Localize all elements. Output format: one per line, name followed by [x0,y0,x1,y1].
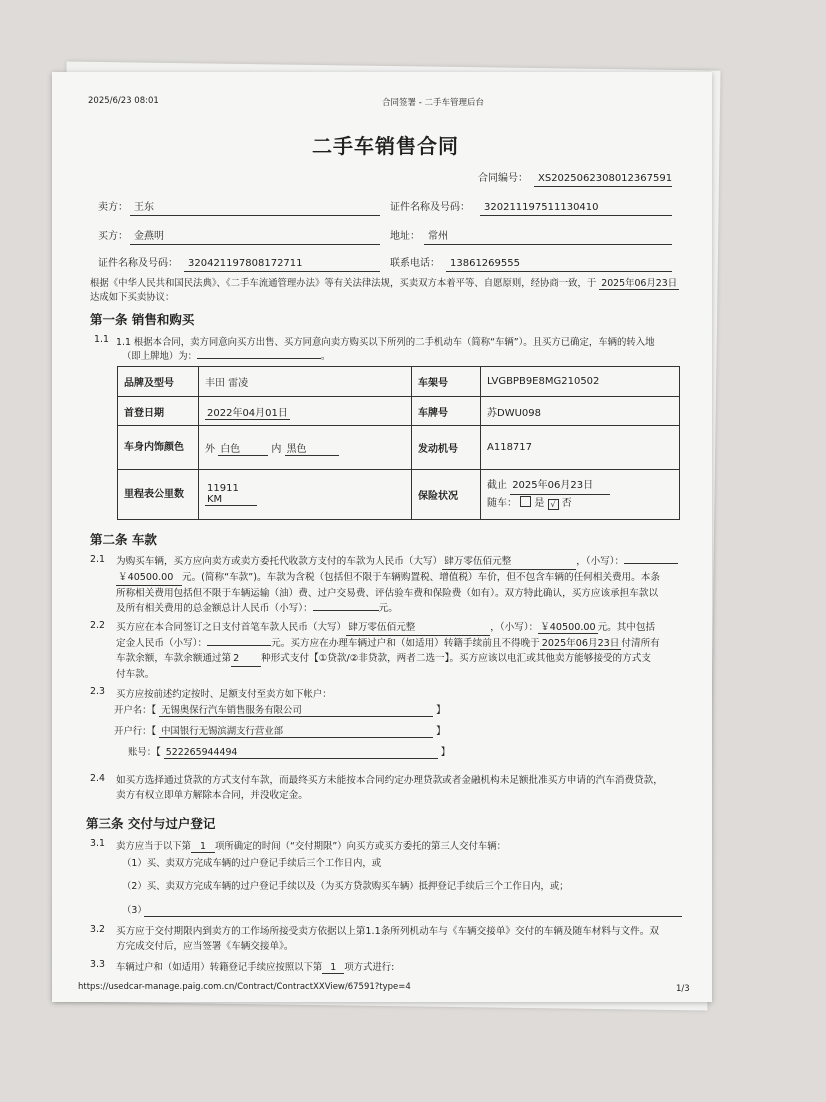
print-site-title: 合同签署 - 二手车管理后台 [382,98,484,108]
plate-label: 车牌号 [412,397,481,426]
clause-1-1b-text: （即上牌地）为： [122,351,198,362]
article1-title: 第一条 销售和购买 [90,312,195,327]
color-label: 车身内饰颜色 [118,426,199,470]
mileage-label: 里程表公里数 [118,470,199,520]
option-1: （1）买、卖双方完成车辆的过户登记手续后三个工作日内，或 [122,858,382,869]
contract-page [52,72,712,1002]
c21-amount-cn: 肆万零伍佰元整 [442,554,576,570]
c22a: 买方应在本合同签订之日支付首笔车款人民币（大写） [116,622,347,633]
mileage-value: 11911 KM [205,483,257,506]
interior-prefix: 内 [271,443,282,455]
option-2: （2）买、卖双方完成车辆的过户登记手续以及（为买方贷款购买车辆）抵押登记手续后三个工作日内，或； [122,881,569,892]
c22g: 车款余额，车款余额通过第 [116,653,232,664]
account-name-end: 】 [436,705,446,716]
print-datetime: 2025/6/23 08:01 [88,96,159,106]
c31-choice: 1 [191,841,215,853]
insurance-date: 2025年06月23日 [510,477,610,495]
account-name-value: 无锡奥保行汽车销售服务有限公司 [159,702,433,717]
option-3: （3） [122,905,147,916]
footer-url: https://usedcar-manage.paig.com.cn/Contract/ContractXXView/67591?type=4 [78,982,411,992]
clause-2-4 [116,773,691,803]
contract-no-label: 合同编号： [478,173,528,184]
c22-way: 2 [231,651,261,667]
bank-row [114,723,446,738]
c31a: 卖方应当于以下第 [116,841,192,852]
plate-value: 苏DWU098 [481,397,680,426]
exterior-color: 白色 [218,440,268,456]
c21e: 及所有相关费用的总金额总计人民币（小写）： [116,603,313,614]
c22-date: 2025年06月23日 [541,638,620,649]
option-3-blank [144,916,682,917]
address-underline [424,244,672,245]
clause-1-1b [122,348,330,362]
clause-3-2-num: 3.2 [90,924,105,935]
document-title: 二手车销售合同 [312,134,459,158]
clause-2-1 [116,554,686,616]
insurance-label: 保险状况 [412,470,481,520]
buyer-id-value: 320421197808172711 [188,258,303,269]
c22d: 定金人民币（小写）： [116,638,208,649]
c24a: 如买方选择通过贷款的方式支付车款，而最终买方未能按本合同约定办理贷款或者金融机构未足额批准买方申请的汽车消费贷款， [116,775,663,786]
intro-text: 根据《中华人民共和国民法典》、《二手车流通管理办法》等有关法律法规，买卖双方本着平等、自愿原则，经协商一致，于 [90,278,597,289]
clause-3-1 [116,838,506,853]
no-checkbox: √ [548,499,559,510]
c21c: 元。(简称“车款”)。车款为含税（包括但不限于车辆购置税、增值税）车价，但不包含车辆的任何相关费用。本条 [182,572,660,583]
seller-value: 王东 [134,202,154,213]
intro-line2 [90,291,174,305]
vin-value: LVGBPB9E8MG210502 [481,367,680,397]
phone-underline [446,271,672,272]
c24b: 卖方有权立即单方解除本合同，并没收定金。 [116,790,308,801]
seller-id-underline [480,215,672,216]
account-name-label: 开户名：【 [114,705,157,716]
clause-2-2 [116,620,686,682]
with-car-label: 随车： [487,498,517,509]
clause-2-3: 买方应按前述约定按时、足额支付至卖方如下帐户： [116,689,332,700]
account-no-label: 账号：【 [128,747,161,758]
insurance-prefix: 截止 [487,480,507,491]
clause-2-1-num: 2.1 [90,554,105,565]
clause-2-4-num: 2.4 [90,773,105,784]
engine-value: A118717 [481,426,680,470]
article3-title: 第三条 交付与过户登记 [86,816,216,831]
no-label: 否 [561,498,572,509]
bank-end: 】 [436,726,446,737]
buyer-underline [130,244,380,245]
interior-color: 黑色 [285,440,339,456]
c21-amount: ￥40500.00 [116,570,182,586]
bank-value: 中国银行无锡滨湖支行营业部 [159,723,433,738]
brand-value: 丰田 雷凌 [199,367,412,397]
deposit-blank [207,645,271,646]
clause-2-3-num: 2.3 [90,686,105,697]
c22-amount-cn: 肆万零伍佰元整 [346,620,490,636]
insurance-cell [481,470,680,520]
seller-underline [130,215,380,216]
c22i: 付车款。 [116,669,155,680]
c32b: 方完成交付后，应当签署《车辆交接单》。 [116,941,294,952]
clause-3-1-num: 3.1 [90,838,105,849]
clause-3-3 [116,959,394,974]
c31b: 项所确定的时间（“交付期限”）向买方或买方委托的第三人交付车辆： [215,841,506,852]
c21-total-blank [313,610,379,611]
clause-3-3-num: 3.3 [90,959,105,970]
intro-line1 [90,277,679,291]
account-no-end: 】 [440,747,451,758]
c22f: 付清所有 [621,638,660,649]
reg-date-value: 2022年04月01日 [207,407,288,419]
c22b: ，（小写）： [490,622,539,633]
reg-date-cell [199,397,412,426]
c21a: 为购买车辆，买方应向卖方或卖方委托代收款方支付的车款为人民币（大写） [116,556,443,567]
c21d: 所称相关费用包括但不限于车辆运输（油）费、过户交易费、评估验车费和保险费（如有）。双方特此确认，买方应该承担车款以 [116,588,659,599]
bank-label: 开户行：【 [114,726,157,737]
buyer-label: 买方： [98,231,128,242]
seller-id-label: 证件名称及号码： [390,202,470,213]
reg-date-label: 首登日期 [118,397,199,426]
mileage-cell [199,470,412,520]
contract-no-underline [534,186,672,187]
engine-label: 发动机号 [412,426,481,470]
seller-label: 卖方： [98,202,128,213]
phone-label: 联系电话： [390,258,440,269]
c22-amount: ￥40500.00 [540,622,596,633]
contract-no-value: XS2025062308012367591 [538,173,673,184]
account-no-value: 522265944494 [164,747,438,759]
c22h: 种形式支付【①贷款/②非贷款，两者二选一】。买方应该以电汇或其他卖方能够接受的方式支 [261,653,651,664]
phone-value: 13861269555 [450,258,520,269]
intro-date: 2025年06月23日 [601,278,678,289]
address-value: 常州 [428,231,448,242]
c33-choice: 1 [322,962,344,974]
seller-id-value: 320211197511130410 [484,202,599,213]
clause-1-1-end: 。 [321,351,331,362]
buyer-id-label: 证件名称及号码： [98,258,178,269]
exterior-prefix: 外 [205,443,215,455]
clause-2-2-num: 2.2 [90,620,105,631]
c33b: 项方式进行: [344,962,395,973]
buyer-id-underline [184,271,380,272]
color-cell [199,426,412,470]
yes-checkbox [520,496,531,507]
buyer-value: 金燕明 [134,231,164,242]
vin-label: 车架号 [412,367,481,397]
article2-title: 第二条 车款 [90,532,157,547]
registration-place-blank [197,358,321,359]
vehicle-info-table [117,366,680,520]
brand-label: 品牌及型号 [118,367,199,397]
yes-label: 是 [534,498,545,509]
clause-1-1: 1.1 根据本合同，卖方同意向买方出售、买方同意向卖方购买以下所列的二手机动车（简称“车辆”）。且买方已确定，车辆的转入地 [116,337,655,348]
c21f: 元。 [378,603,398,614]
address-label: 地址： [390,231,420,242]
clause-1-1-num: 1.1 [94,334,109,345]
account-name-row [114,702,446,717]
clause-3-2 [116,924,691,954]
c22e: 元。买方应在办理车辆过户和（如适用）转籍手续前且不得晚于 [271,638,540,649]
c33a: 车辆过户和（如适用）转籍登记手续应按照以下第 [116,962,323,973]
c22c: 元。其中包括 [597,622,656,633]
page-number: 1/3 [676,984,690,994]
account-no-row [128,744,450,759]
intro-tail: 达成如下买卖协议： [90,292,175,303]
c32a: 买方应于交付期限内到卖方的工作场所接受卖方依据以上第1.1条所列机动车与《车辆交接单》交付的车辆及随车材料与文件。双 [116,926,659,937]
c21b: ，（小写）： [576,556,625,567]
